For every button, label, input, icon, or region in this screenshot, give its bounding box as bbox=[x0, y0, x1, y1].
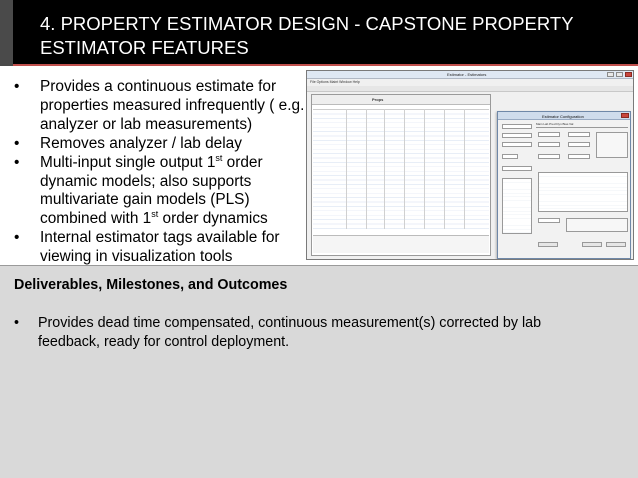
app-titlebar bbox=[307, 71, 634, 79]
bullet-text: Removes analyzer / lab delay bbox=[40, 134, 242, 152]
setting-field bbox=[538, 154, 560, 159]
bullet-text-part: order dynamic models; also supports multivariate gain models (PLS) combined with 1 bbox=[40, 153, 263, 228]
grid-column-divider bbox=[346, 109, 347, 229]
slide-title: 4. PROPERTY ESTIMATOR DESIGN - CAPSTONE PROPERTY ESTIMATOR FEATURES bbox=[40, 13, 574, 58]
bullet-text-part: Multi-input single output 1 bbox=[40, 153, 216, 171]
tag-field bbox=[502, 133, 532, 138]
deliverables-heading: Deliverables, Milestones, and Outcomes bbox=[14, 277, 288, 293]
help-note-box bbox=[596, 132, 628, 158]
grid-column-divider bbox=[424, 109, 425, 229]
props-panel-title: Props bbox=[372, 97, 384, 102]
dialog-title: Estimator Configuration bbox=[542, 113, 584, 119]
setting-field bbox=[568, 142, 590, 147]
bullet-item bbox=[14, 154, 314, 230]
app-toolbar bbox=[307, 86, 634, 92]
deliverables-bullet-text: Provides dead time compensated, continuous measurement(s) corrected by lab feedback, ready for control deployment. bbox=[38, 315, 542, 350]
dialog-titlebar bbox=[498, 112, 630, 120]
props-panel-header bbox=[312, 95, 490, 105]
cancel-button bbox=[582, 242, 602, 247]
slide-title-bar bbox=[0, 0, 638, 66]
setting-field bbox=[568, 132, 590, 137]
estimator-app-screenshot bbox=[306, 70, 634, 260]
deliverables-bullet bbox=[14, 314, 574, 352]
bullet-text: Internal estimator tags available for viewing in visualization tools bbox=[40, 229, 280, 266]
ok-button bbox=[538, 242, 558, 247]
apply-button bbox=[606, 242, 626, 247]
estimator-configuration-dialog bbox=[497, 111, 631, 259]
model-inputs-table bbox=[538, 172, 628, 212]
props-panel-footer bbox=[313, 235, 489, 253]
grid-column-divider bbox=[444, 109, 445, 229]
grid-column-divider bbox=[404, 109, 405, 229]
dialog-close-icon bbox=[621, 113, 629, 118]
app-window-title: Estimator - Estimators bbox=[447, 72, 487, 77]
bullet-text: Provides a continuous estimate for properties measured infrequently ( e.g. analyzer or lab measurements) bbox=[40, 78, 305, 133]
bullet-item bbox=[14, 229, 314, 267]
feature-bullet-list bbox=[14, 78, 314, 267]
setting-field bbox=[538, 218, 560, 223]
bullet-dot: • bbox=[14, 153, 20, 171]
input-tag-list bbox=[502, 178, 532, 234]
bullet-dot: • bbox=[14, 134, 20, 152]
desc-field bbox=[502, 142, 532, 147]
tab-strip-line bbox=[536, 127, 628, 128]
setting-field bbox=[568, 154, 590, 159]
value-field bbox=[502, 154, 518, 159]
setting-field bbox=[538, 142, 560, 147]
grid-column-divider bbox=[464, 109, 465, 229]
superscript: st bbox=[151, 209, 159, 220]
props-table-panel bbox=[311, 94, 491, 256]
bullet-dot: • bbox=[14, 229, 20, 247]
grid-column-divider bbox=[384, 109, 385, 229]
grid-column-divider bbox=[366, 109, 367, 229]
deliverables-panel bbox=[0, 265, 638, 478]
bullet-item bbox=[14, 135, 314, 154]
app-menubar: File Options Maint Window Help bbox=[310, 80, 360, 84]
note-box bbox=[566, 218, 628, 232]
superscript: st bbox=[215, 152, 223, 163]
maximize-icon bbox=[616, 72, 623, 77]
props-grid bbox=[313, 109, 489, 229]
bullet-text-part: order dynamics bbox=[158, 210, 268, 228]
minimize-icon bbox=[607, 72, 614, 77]
name-field bbox=[502, 124, 532, 129]
units-field bbox=[502, 166, 532, 171]
dialog-tabs: Main Lab Pred Dyn Bias Val bbox=[536, 122, 574, 126]
title-accent-strip bbox=[0, 0, 13, 66]
bullet-dot: • bbox=[14, 78, 20, 95]
bullet-dot: • bbox=[14, 315, 20, 331]
setting-field bbox=[538, 132, 560, 137]
bullet-item bbox=[14, 78, 314, 135]
close-icon bbox=[625, 72, 632, 77]
